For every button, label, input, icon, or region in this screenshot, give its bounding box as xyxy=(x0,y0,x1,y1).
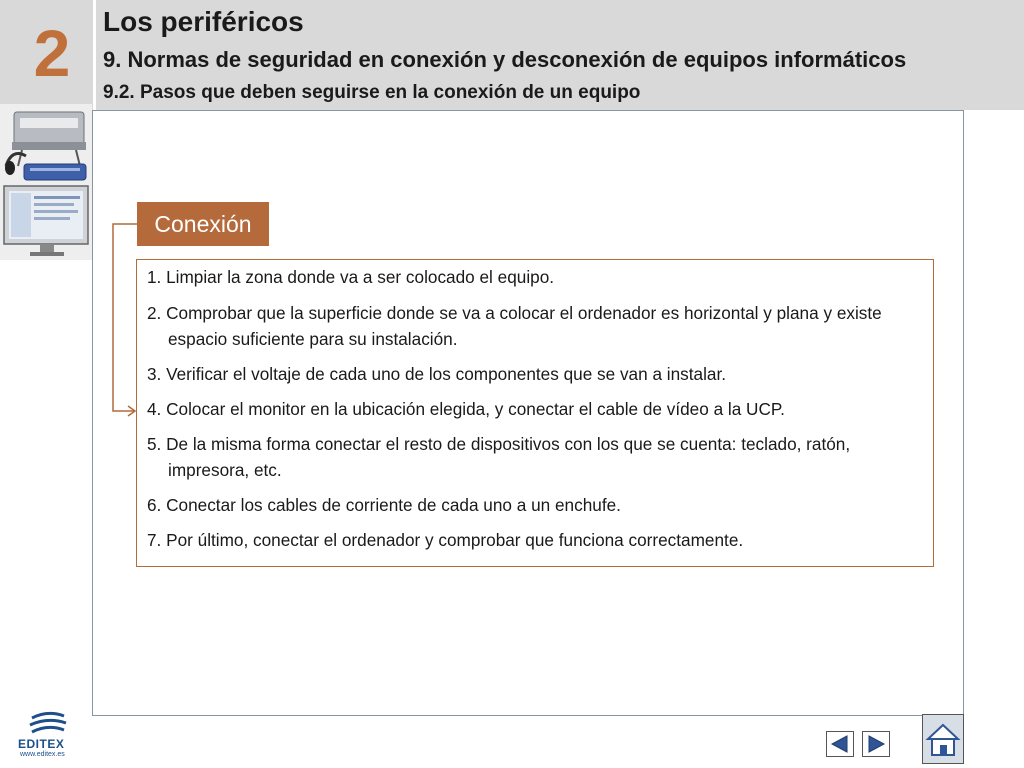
header-divider xyxy=(93,0,96,110)
prev-button[interactable] xyxy=(826,731,854,757)
step-item-2: 2. Comprobar que la superficie donde se va a colocar el ordenador es horizontal y plana y existe espacio suficiente para su instalación. xyxy=(147,303,882,349)
brand-url: www.editex.es xyxy=(20,751,65,758)
chapter-number: 2 xyxy=(33,16,71,90)
home-button[interactable] xyxy=(922,714,964,764)
peripherals-image xyxy=(0,104,92,260)
step-item-6: 6. Conectar los cables de corriente de cada uno a un enchufe. xyxy=(147,495,621,515)
monitor-icon xyxy=(4,186,88,256)
editex-logo-icon xyxy=(18,708,78,738)
page-title: Los periféricos xyxy=(103,6,304,37)
brand-name: EDITEX xyxy=(18,737,65,751)
section-tab-conexion: Conexión xyxy=(137,202,269,246)
page-subsubtitle: 9.2. Pasos que deben seguirse en la conexión de un equipo xyxy=(103,82,641,103)
page-subtitle: 9. Normas de seguridad en conexión y desconexión de equipos informáticos xyxy=(103,47,907,72)
house-icon xyxy=(923,715,963,763)
step-item-7: 7. Por último, conectar el ordenador y comprobar que funciona correctamente. xyxy=(147,530,744,550)
steps-list xyxy=(137,260,933,553)
step-item-5: 5. De la misma forma conectar el resto de dispositivos con los que se cuenta: teclado, ratón, impresora, etc. xyxy=(147,434,851,480)
triangle-right-icon xyxy=(863,732,889,756)
headset-icon xyxy=(5,154,26,175)
step-item-3: 3. Verificar el voltaje de cada uno de los componentes que se van a instalar. xyxy=(147,364,727,384)
triangle-left-icon xyxy=(827,732,853,756)
printer-icon xyxy=(12,112,86,166)
next-button[interactable] xyxy=(862,731,890,757)
steps-box xyxy=(136,259,934,567)
router-icon xyxy=(24,164,86,180)
step-item-4: 4. Colocar el monitor en la ubicación elegida, y conectar el cable de vídeo a la UCP. xyxy=(147,399,785,419)
step-item-1: 1. Limpiar la zona donde va a ser colocado el equipo. xyxy=(147,267,555,287)
